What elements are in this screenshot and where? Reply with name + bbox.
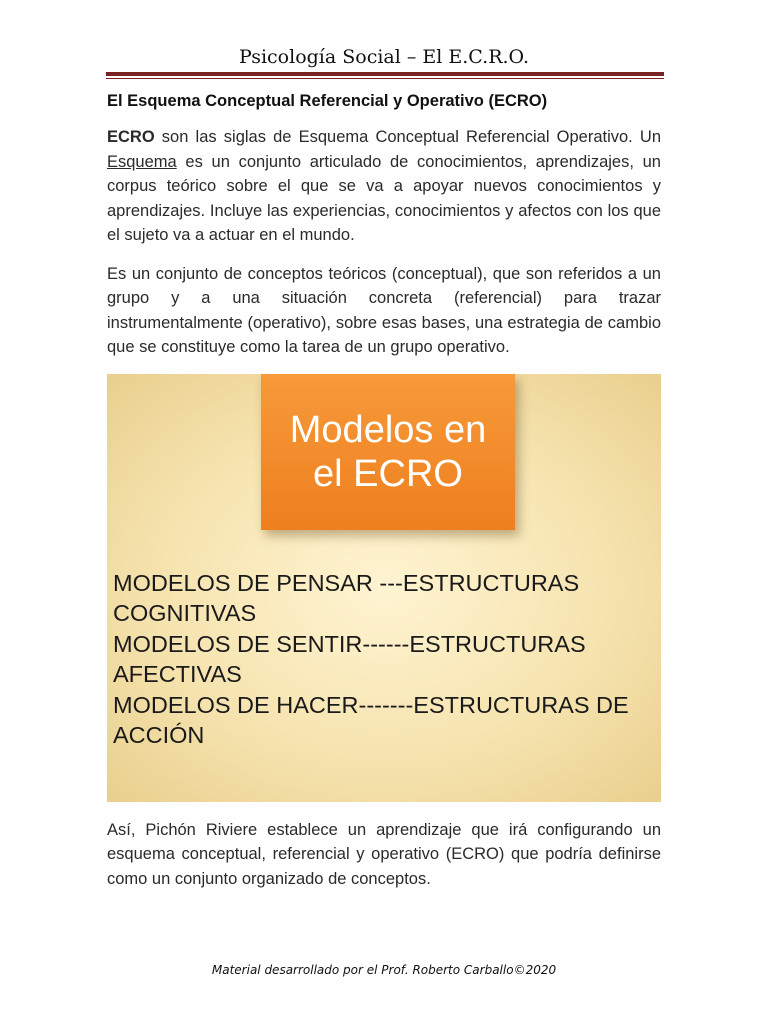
header-rule-thick xyxy=(106,72,664,76)
slide-title-box xyxy=(261,374,515,530)
paragraph-pichon-riviere: Así, Pichón Riviere establece un aprendizaje que irá configurando un esquema conceptual, referencial y operativo (ECRO) que podría definirse como un conjunto organizado de conceptos. xyxy=(107,820,661,888)
term-ecro: ECRO xyxy=(107,128,155,146)
page-header-title: Psicología Social – El E.C.R.O. xyxy=(238,46,530,68)
paragraph1-text-b: es un conjunto articulado de conocimientos, aprendizajes, un corpus teórico sobre el que se va a apoyar nuevos conocimientos y aprendizajes. Incluye las experiencias, conocimientos y afectos con los que el sujeto va a actuar en el mundo. xyxy=(107,152,661,244)
slide-line: AFECTIVAS xyxy=(113,661,242,687)
term-esquema: Esquema xyxy=(107,152,177,171)
slide-models-list xyxy=(113,568,658,751)
paragraph1-text-a: son las siglas de Esquema Conceptual Referencial Operativo. Un xyxy=(154,128,661,146)
slide-line: MODELOS DE HACER-------ESTRUCTURAS DE xyxy=(113,691,629,718)
modelos-slide-image xyxy=(107,374,661,802)
slide-line: ACCIÓN xyxy=(113,722,205,748)
slide-line: MODELOS DE PENSAR ---ESTRUCTURAS xyxy=(113,569,580,596)
document-body xyxy=(107,92,661,905)
slide-line: MODELOS DE SENTIR------ESTRUCTURAS xyxy=(113,630,586,657)
slide-line: COGNITIVAS xyxy=(113,600,257,626)
section-heading: El Esquema Conceptual Referencial y Operativo (ECRO) xyxy=(107,92,548,110)
paragraph-ecro-definition xyxy=(107,125,661,248)
slide-title: Modelos en el ECRO xyxy=(289,408,487,495)
paragraph-conceptual-set: Es un conjunto de conceptos teóricos (conceptual), que son referidos a un grupo y a una situación concreta (referencial) para trazar instrumentalmente (operativo), sobre esas bases, una estrategia de cambio que se constituye como la tarea de un grupo operativo. xyxy=(107,264,661,356)
header-rule-thin xyxy=(106,78,664,79)
page-footer: Material desarrollado por el Prof. Roberto Carballo©2020 xyxy=(211,963,557,977)
